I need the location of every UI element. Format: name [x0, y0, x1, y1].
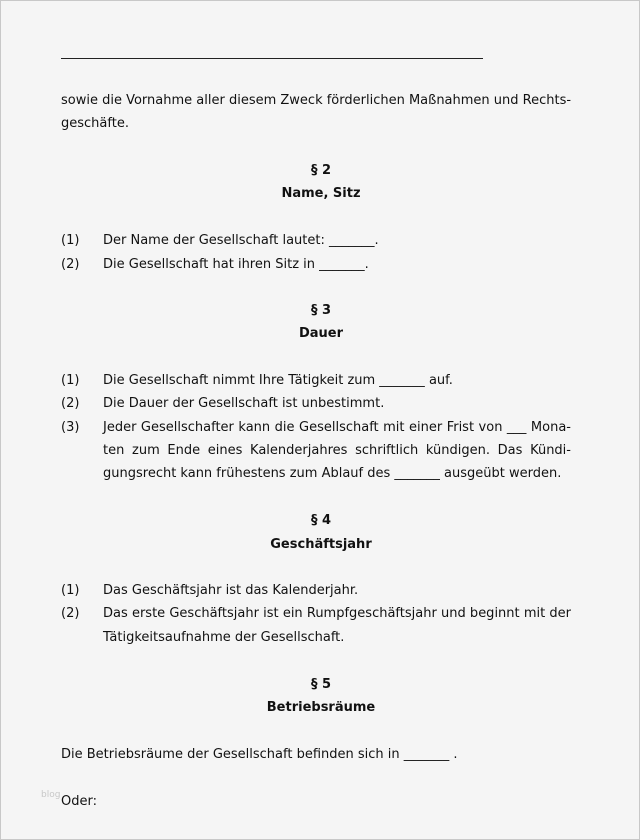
item-number: (1)	[61, 583, 80, 598]
item-text: Tätigkeitsaufnahme der Gesellschaft.	[103, 630, 345, 645]
section-number: § 2	[310, 163, 332, 178]
watermark: blog	[41, 790, 61, 800]
item-text: Das erste Geschäftsjahr ist ein Rumpfgeschäftsjahr und beginnt mit der	[103, 606, 571, 621]
item-number: (3)	[61, 420, 80, 435]
item-text: gungsrecht kann frühestens zum Ablauf des _______ ausgeübt werden.	[103, 466, 562, 481]
item-text: Die Dauer der Gesellschaft ist unbestimmt.	[103, 396, 385, 411]
item-number: (1)	[61, 233, 80, 248]
item-text: ten zum Ende eines Kalenderjahres schriftlich kündigen. Das Kündi-	[103, 443, 571, 458]
item-number: (1)	[61, 373, 80, 388]
closing-text: Die Betriebsräume der Gesellschaft befinden sich in _______ .	[61, 747, 458, 762]
section-title: Betriebsräume	[266, 700, 376, 715]
section-title: Dauer	[298, 326, 344, 341]
section-title: Name, Sitz	[281, 186, 361, 201]
section-number: § 4	[310, 513, 332, 528]
item-number: (2)	[61, 396, 80, 411]
intro-line: geschäfte.	[61, 116, 129, 131]
blank-line-rule	[61, 58, 483, 59]
section-number: § 3	[310, 303, 332, 318]
item-text: Der Name der Gesellschaft lautet: _______.	[103, 233, 379, 248]
item-text: Die Gesellschaft hat ihren Sitz in _______.	[103, 257, 369, 272]
item-text: Das Geschäftsjahr ist das Kalenderjahr.	[103, 583, 359, 598]
section-number: § 5	[310, 677, 332, 692]
item-text: Die Gesellschaft nimmt Ihre Tätigkeit zum _______ auf.	[103, 373, 453, 388]
section-title: Geschäftsjahr	[270, 537, 372, 552]
item-number: (2)	[61, 257, 80, 272]
item-text: Jeder Gesellschafter kann die Gesellschaft mit einer Frist von ___ Mona-	[103, 420, 571, 435]
oder-label: Oder:	[61, 794, 97, 809]
intro-line: sowie die Vornahme aller diesem Zweck förderlichen Maßnahmen und Rechts-	[61, 93, 572, 108]
item-number: (2)	[61, 606, 80, 621]
